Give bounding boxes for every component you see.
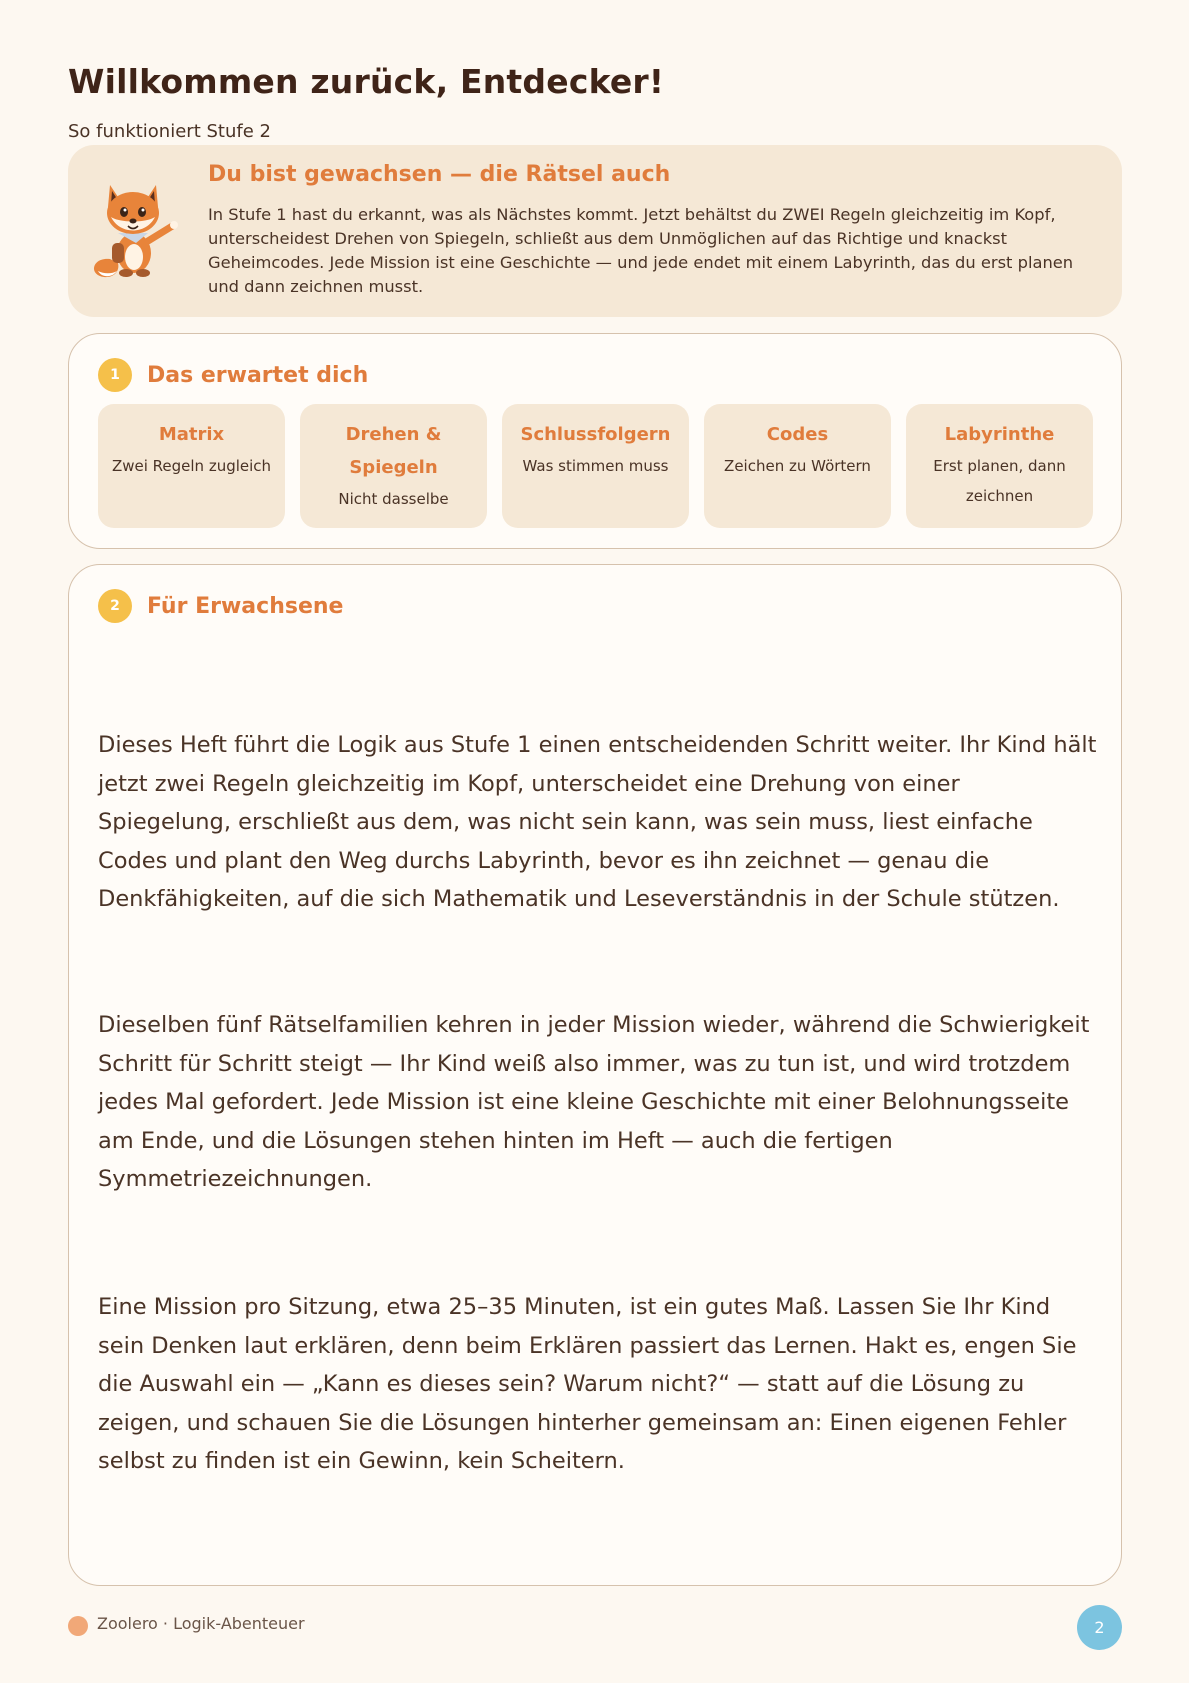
feature-card-deduction xyxy=(502,404,689,528)
section-title: Für Erwachsene xyxy=(147,593,344,619)
adult-paragraph: Dieselben fünf Rätselfamilien kehren in jeder Mission wieder, während die Schwierigkeit Schritt für Schritt steigt — Ihr Kind weiß also immer, was zu tun ist, und wird trotzdem jedes Mal gefordert. Jede Mission ist eine kleine Geschichte mit einer Belohnungsseite am Ende, und die Lösungen stehen hinten im Heft — auch die fertigen Symmetriezeichnungen. xyxy=(98,1012,1090,1192)
section-number-badge: 1 xyxy=(98,358,132,392)
feature-title: Labyrinthe xyxy=(944,424,1055,445)
feature-card-mazes xyxy=(906,404,1093,528)
section-for-adults xyxy=(68,564,1122,1586)
adult-paragraph: Dieses Heft führt die Logik aus Stufe 1 einen entscheidenden Schritt weiter. Ihr Kind hält jetzt zwei Regeln gleichzeitig im Kopf, unterscheidet eine Drehung von einer Spiegelung, erschließt aus dem, was nicht sein kann, was sein muss, liest einfache Codes und plant den Weg durchs Labyrinth, bevor es ihn zeichnet — genau die Denkfähigkeiten, auf die sich Mathematik und Leseverständnis in der Schule stützen. xyxy=(98,732,1097,912)
intro-heading: Du bist gewachsen — die Rätsel auch xyxy=(208,162,671,187)
feature-desc: Nicht dasselbe xyxy=(338,490,449,508)
adult-paragraph: Eine Mission pro Sitzung, etwa 25–35 Minuten, ist ein gutes Maß. Lassen Sie Ihr Kind sein Denken laut erklären, denn beim Erklären passiert das Lernen. Hakt es, engen Sie die Auswahl ein — „Kann es dieses sein? Warum nicht?“ — statt auf die Lösung zu zeigen, und schauen Sie die Lösungen hinterher gemeinsam an: Einen eigenen Fehler selbst zu finden ist ein Gewinn, kein Scheitern. xyxy=(98,1294,1077,1474)
section-header xyxy=(98,358,368,392)
section-title: Das erwartet dich xyxy=(147,362,369,388)
page-subtitle: So funktioniert Stufe 2 xyxy=(68,121,271,142)
page-number-badge: 2 xyxy=(1077,1605,1122,1650)
feature-title: Matrix xyxy=(158,424,225,445)
intro-box xyxy=(68,145,1122,317)
feature-card-rotate-mirror xyxy=(300,404,487,528)
feature-list xyxy=(98,404,1093,528)
section-number-badge: 2 xyxy=(98,589,132,623)
feature-title: Schlussfolgern xyxy=(520,424,671,445)
feature-desc: Zeichen zu Wörtern xyxy=(724,457,871,475)
feature-title: Codes xyxy=(766,424,829,445)
fox-mascot-icon xyxy=(90,181,180,281)
feature-desc: Was stimmen muss xyxy=(522,457,669,475)
footer-dot-icon xyxy=(68,1616,88,1636)
section-what-awaits xyxy=(68,333,1122,549)
footer-brand: Zoolero · Logik-Abenteuer xyxy=(97,1614,305,1633)
feature-desc: Erst planen, dann zeichnen xyxy=(933,457,1066,505)
intro-text: In Stufe 1 hast du erkannt, was als Nächstes kommt. Jetzt behältst du ZWEI Regeln gleichzeitig im Kopf, unterscheidest Drehen von Spiegeln, schließt aus dem Unmöglichen auf das Richtige und knackst Geheimcodes. Jede Mission ist eine Geschichte — und jede endet mit einem Labyrinth, das du erst planen und dann zeichnen musst. xyxy=(208,205,1074,296)
feature-title: Drehen & Spiegeln xyxy=(345,424,442,478)
feature-card-codes xyxy=(704,404,891,528)
page-title: Willkommen zurück, Entdecker! xyxy=(68,62,665,101)
section-header xyxy=(98,589,343,623)
feature-card-matrix xyxy=(98,404,285,528)
feature-desc: Zwei Regeln zugleich xyxy=(111,457,272,475)
